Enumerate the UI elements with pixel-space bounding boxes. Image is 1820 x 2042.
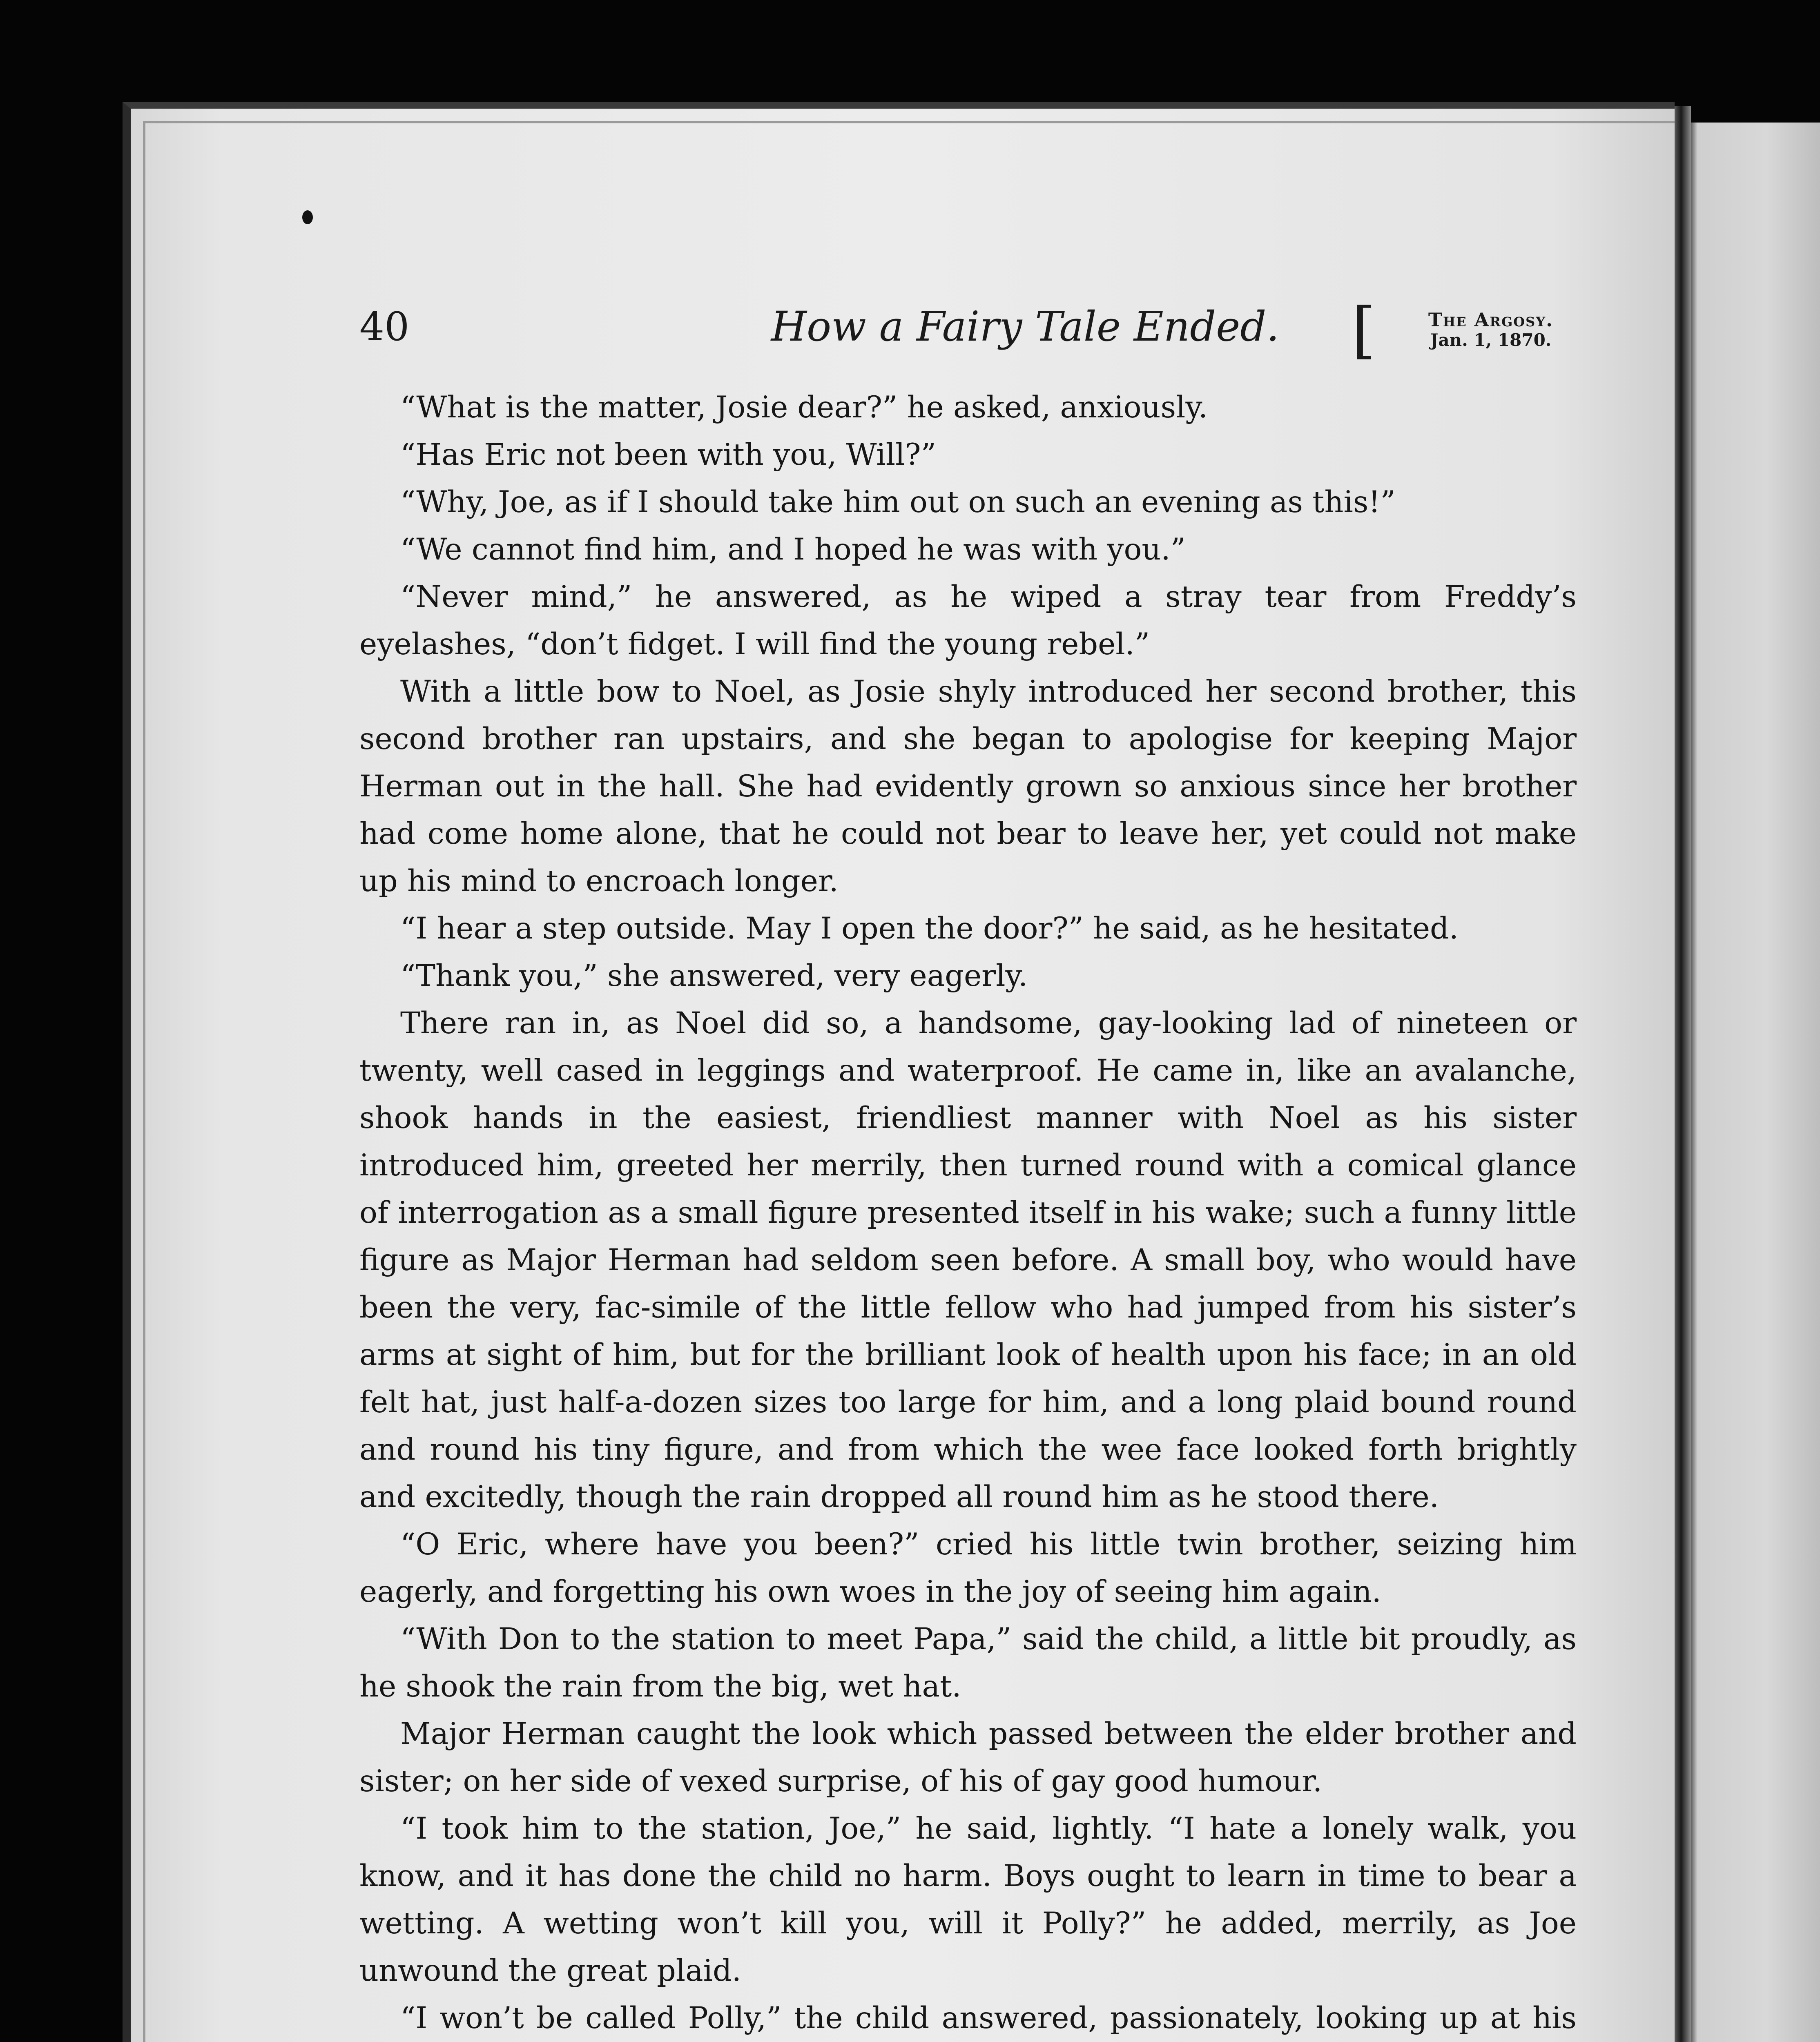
- running-header: [359, 295, 1593, 366]
- paragraph: “O Eric, where have you been?” cried his little twin brother, seizing him eagerly, and forgetting his own woes in the joy of seeing him again.: [359, 1527, 1577, 1609]
- page-number: 40: [359, 304, 410, 350]
- paragraph: “What is the matter, Josie dear?” he asked, anxiously.: [400, 390, 1208, 425]
- paragraph: “Has Eric not been with you, Will?”: [400, 437, 936, 472]
- body-text: [359, 384, 1577, 2042]
- paragraph: “I hear a step outside. May I open the door?” he said, as he hesitated.: [400, 911, 1459, 946]
- paragraph: “Never mind,” he answered, as he wiped a stray tear from Freddy’s eyelashes, “don’t fidget. I will find the young rebel.”: [359, 580, 1577, 662]
- paragraph: “With Don to the station to meet Papa,” said the child, a little bit proudly, as he shook the rain from the big, wet hat.: [359, 1622, 1577, 1704]
- ink-speck: [302, 210, 313, 224]
- facing-page-edge: [1687, 123, 1820, 2042]
- paragraph: “We cannot find him, and I hoped he was with you.”: [400, 532, 1186, 567]
- paragraph: “Thank you,” she answered, very eagerly.: [400, 959, 1028, 993]
- paragraph: “Why, Joe, as if I should take him out on such an evening as this!”: [400, 485, 1396, 519]
- running-title: How a Fairy Tale Ended.: [771, 303, 1280, 350]
- paragraph: Major Herman caught the look which passed between the elder brother and sister; on her side of vexed surprise, of his of gay good humour.: [359, 1717, 1577, 1799]
- publication-info: [1385, 310, 1597, 350]
- publication-name: The Argosy.: [1428, 309, 1554, 331]
- issue-date: Jan. 1, 1870.: [1430, 330, 1552, 350]
- paragraph: “I won’t be called Polly,” the child answered, passionately, looking up at his: [400, 2001, 1577, 2035]
- publication-bracket: [: [1352, 295, 1376, 366]
- paragraph: There ran in, as Noel did so, a handsome, gay-looking lad of nineteen or twenty, well cased in leggings and waterproof. He came in, like an avalanche, shook hands in the easiest, friendliest manner with Noel as his sister introduced him, greeted her merrily, then turned round with a comical glance of interrogation as a small figure presented itself in his wake; such a funny little figure as Major Herman had seldom seen before. A small boy, who would have been the very, fac-simile of the little fellow who had jumped from his sister’s arms at sight of him, but for the brilliant look of health upon his face; in an old felt hat, just half-a-dozen sizes too large for him, and a long plaid bound round and round his tiny figure, and from which the wee face looked forth brightly and excitedly, though the rain dropped all round him as he stood there.: [359, 1006, 1577, 1514]
- paragraph: “I took him to the station, Joe,” he said, lightly. “I hate a lonely walk, you know, and it has done the child no harm. Boys ought to learn in time to bear a wetting. A wetting won’t kill you, will it Polly?” he added, merrily, as Joe unwound the great plaid.: [359, 1811, 1577, 1988]
- paragraph: With a little bow to Noel, as Josie shyly introduced her second brother, this second brother ran upstairs, and she began to apologise for keeping Major Herman out in the hall. She had evidently grown so anxious since her brother had come home alone, that he could not bear to leave her, yet could not make up his mind to encroach longer.: [359, 674, 1577, 898]
